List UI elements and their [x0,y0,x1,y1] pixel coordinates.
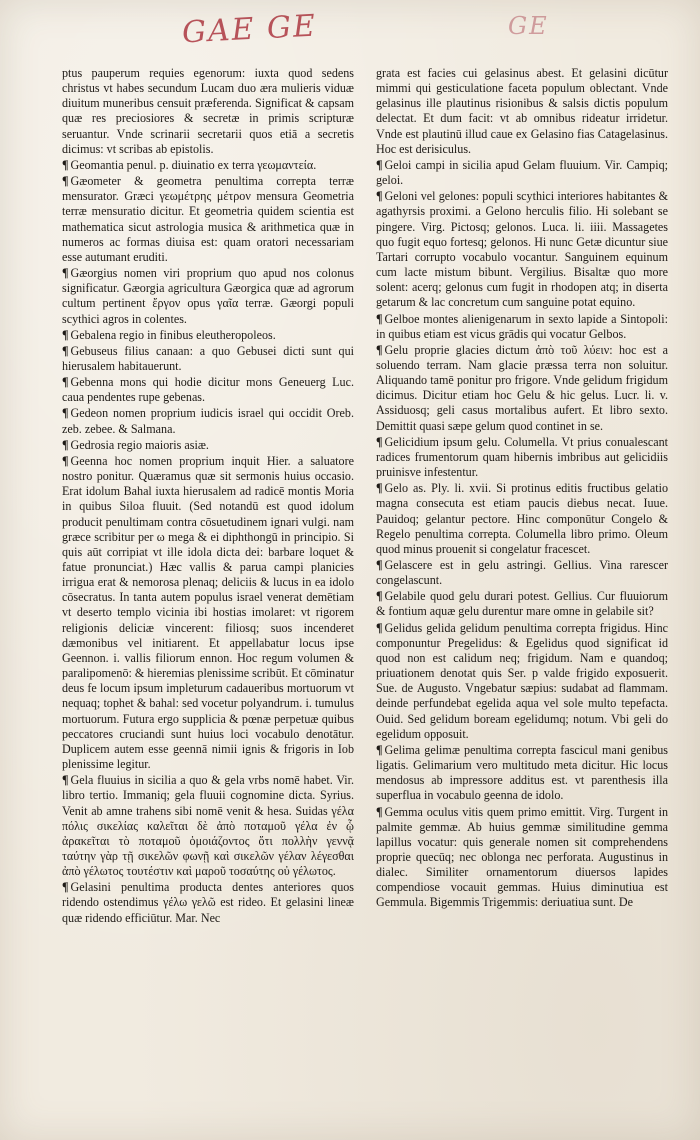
pilcrow-mark: ¶ [62,375,69,390]
text-column-right [376,66,668,1056]
pilcrow-mark: ¶ [62,174,69,189]
entry-paragraph [376,158,668,188]
pilcrow-mark: ¶ [376,434,383,449]
pilcrow-mark: ¶ [376,189,383,204]
entry-paragraph [376,621,668,742]
entry-text: Gebenna mons qui hodie dicitur mons Geneuerg Luc. caua pendentes rupe gebenas. [62,375,354,405]
text-column-left [62,66,354,1056]
entry-text: grata est facies cui gelasinus abest. Et gelasini dicūtur mimmi qui gesticulatione faceta populum oblectant. Vnde gelasinus ille plautinus risionibus & salsis dictis populum delectat. Et dum facit: vt ab omnibus rideatur irridetur. Vnde est plautinū illud caue ex Gelasino fias Catagelasinus. Hoc est derisiculus. [376,66,668,156]
pilcrow-mark: ¶ [376,311,383,326]
entry-paragraph [62,406,354,436]
pilcrow-mark: ¶ [376,589,383,604]
pilcrow-mark: ¶ [62,157,69,172]
entry-text: Gelasini penultima producta dentes anteriores quos ridendo ostendimus γέλω γελῶ est rideo. Et gelasini lineæ quæ ridendo efficiūtur. Mar. Nec [62,880,354,925]
entry-paragraph [62,880,354,925]
entry-text: Gelabile quod gelu durari potest. Gellius. Cur fluuiorum & fontium aquæ gelu durentur mare omne in gelabile sit? [376,589,668,619]
entry-text: Gelima gelimæ penultima correpta fascicul mani genibus ligatis. Gelimarium vero multitudo meta dicitur. Hic locus mendosus ab impressore additus est. vt parenthesis illa superflua in vocabulo geenna de idolo. [376,742,668,803]
entry-paragraph [376,743,668,804]
entry-text: Gebuseus filius canaan: a quo Gebusei dicti sunt qui hierusalem habitauerunt. [62,343,354,373]
entry-paragraph [62,158,354,173]
running-head [0,10,700,50]
entry-text: Gelascere est in gelu astringi. Gellius. Vina rarescer congelascunt. [376,558,668,588]
pilcrow-mark: ¶ [376,804,383,819]
entry-text: Gela fluuius in sicilia a quo & gela vrbs nomē habet. Vir. libro tertio. Immaniq; gela fluuii cognomine dicta. Syrius. Venit ab amne trahens sibi nomē venit & hesa. Suidas γέλα πόλις σικελίας καλεῖται δὲ ἀπὸ ποταμοῦ γέλα ἐν ᾧ ἀρακεῖται τὸ ποταμοῦ ὁμοιάζοντος ὅτι πολλὴν γεννᾷ ταύτην γὰρ τῇ σικελῶν φωνῇ καὶ σικελῶν γέλαν λέγεσθαι ἀπὸ γέλωτος τουτέστιν καὶ μαροῦ τοσαύτης οὐ γέλωτος. [62,773,354,879]
running-head-right: GE [508,12,549,40]
entry-paragraph [62,66,354,157]
entry-paragraph [376,805,668,911]
entry-paragraph [62,266,354,327]
entry-text: Geomantia penul. p. diuinatio ex terra γεωμαντεία. [70,157,317,172]
entry-paragraph [376,343,668,434]
entry-text: Geloi campi in sicilia apud Gelam fluuium. Vir. Campiq; geloi. [376,157,668,188]
entry-paragraph [376,189,668,310]
entry-paragraph [62,773,354,879]
pilcrow-mark: ¶ [376,342,383,357]
pilcrow-mark: ¶ [62,343,69,358]
entry-text: Geloni vel gelones: populi scythici interiores habitantes & agathyrsis proximi. a Gelono herculis filio. Hi solebant se pingere. Virg. Pictosq; gelonos. Luca. li. iiii. Massagetes quo fugit equo fortesq; gelonos. Hi nunc Getæ dicuntur siue Tartari corrupto vocabulo vocantur. Sanguinem equinum cum lacte mistum bibunt. Vergilius. Bisaltæ quo more solent: acerq; gelonus cum fugit in rhodopen atq; in diserta getarum & lac concretum cum sanguine potat equino. [376,189,668,310]
entry-paragraph [62,438,354,453]
pilcrow-mark: ¶ [62,406,69,421]
pilcrow-mark: ¶ [376,742,383,757]
entry-paragraph [376,312,668,342]
entry-paragraph [62,174,354,265]
pilcrow-mark: ¶ [62,327,69,342]
entry-paragraph [62,344,354,374]
entry-text: Geenna hoc nomen proprium inquit Hier. a saluatore nostro ponitur. Quæramus quæ sit sermonis huius occasio. Erat idolum Bahal iuxta hierusalem ad radicē montis Moria in quibus Siloa fluuit. (Sed notandū est quod idolum producit penultimam contra cōsuetudinem ignari vulgi. nam græce scribitur per ω mega & ei diphthongū in principio. Si quis aūt corripiat vt ille idola dicta dei: barbare loquet & fatue pronunciat.) Hæc vallis & parua campi planicies irrigua erat & nemorosa plenaq; deliciis & lucus in ea idolo cōsecratus. In tanta autem populus israel venerat demētiam vt deserto templo vicinia ibi hostias imolaret: vt rigorem religionis deliciæ vincerent: filiosq; suos incenderet dæmonibus vel initiarent. Et appellabatur locus ipse Geennon. i. vallis filiorum ennon. Hoc regum volumen & paralipomenō: & hieremias plenissime scribūt. Et cōminatur deus fe locum ipsum impleturum cadaueribus mortuorum vt nequaq; tophet & bahal: sed vocetur polyandrum. i. tumulus mortuorum. Futura ergo supplicia & pœnæ perpetuæ quibus peccatores cruciandi sunt huius loci vocabulo denotātur. Duplicem autem esse geennā nimii ignis & frigoris in Iob plenissime legitur. [62,453,354,772]
entry-text: Gedeon nomen proprium iudicis israel qui occidit Oreb. zeb. zebee. & Salmana. [62,406,354,436]
entry-text: Gelboe montes alienigenarum in sexto lapide a Sintopoli: in quibus etiam est vicus grādis qui vocatur Gelbos. [376,311,668,341]
entry-text: Gæometer & geometra penultima correpta terræ mensurator. Græci γεωμέτρης μέτρον mensura Geometria terræ mensuratio dicitur. Et geometria quidem scientia est mathematica sicut astrologia musica & arithmetica quæ in numeros ac formas diuisa est: quam oratori necessariam esse autumant eruditi. [62,174,354,264]
pilcrow-mark: ¶ [62,437,69,452]
entry-paragraph [376,589,668,619]
entry-text: Gelo as. Ply. li. xvii. Si protinus editis fructibus gelatio magna consecuta est etiam paucis diebus necat. Iuue. Pauidoq; gelantur pectore. Hinc componūtur Congelo & Regelo penultima correpta. Columella libro primo. Oleum quod minus prouenit si congelatur fracescet. [376,481,668,556]
entry-paragraph [376,481,668,557]
entry-paragraph [376,558,668,588]
pilcrow-mark: ¶ [376,157,383,172]
pilcrow-mark: ¶ [376,620,383,635]
entry-text: Gelicidium ipsum gelu. Columella. Vt prius conualescant radices frumentorum quam hibernis imbribus aut gelicidiis pruinisve infestentur. [376,434,668,480]
pilcrow-mark: ¶ [376,558,383,572]
running-head-left: GAE GE [181,8,318,51]
entry-paragraph [62,328,354,343]
entry-paragraph [62,454,354,772]
entry-text: Gemma oculus vitis quem primo emittit. Virg. Turgent in palmite gemmæ. Ab huius gemmæ similitudine gemma lapillus vocatur: quis generale nomen sit comprehendens proprie quecūq; nec oblonga nec perforata. Augustinus in dialec. Similiter ornamentorum diuersos lapides compendiose vocauit gemmas. Huius diminutiua est Gemmula. Bigemmis Trigemmis: deriuatiua sunt. De [376,804,668,910]
pilcrow-mark: ¶ [62,880,69,895]
entry-text: Gebalena regio in finibus eleutheropoleos. [70,327,276,342]
entry-text: Gelu proprie glacies dictum ἀπὸ τοῦ λύειν: hoc est a soluendo terram. Nam glacie præssa terra non soluitur. Aliquando tamē ponitur pro frigore. Vnde gelidum frigidum dicimus. Dicitur etiam hoc Gelu & hic gelus. Lucr. li. v. Assiduosq; geli casus mortalibus aufert. Et libro sexto. Demittit quasi sæpe gelum quod continet in se. [376,342,668,433]
entry-text: ptus pauperum requies egenorum: iuxta quod sedens christus vt habes secundum Lucam duo æra mulieris viduæ diuitum muneribus censuit præferenda. Significat & capsam quæ res preciosiores & secretæ in primis scripturæ seruantur. Vnde scrinarii secretarii quos etiā a secretis dicimus: vt scribas ab epistolis. [62,66,354,156]
entry-text: Gelidus gelida gelidum penultima correpta frigidus. Hinc componuntur Pregelidus: & Egelidus quod significat id quod non est calidum neq; frigidum. Nam e quandoq; priuationem denotat quis Ser. p valde frigido exposuerit. Sue. de Augusto. Vngebatur sæpius: sudabat ad flammam. deinde perfundebat egelida aqua vel sole multo tepefacta. Ouid. Sed gelidum boream egelidumq; notum. Vbi geli do egelidum opposuit. [376,620,668,741]
entry-text: Gedrosia regio maioris asiæ. [70,437,209,452]
pilcrow-mark: ¶ [62,453,69,468]
entry-paragraph [62,375,354,405]
entry-paragraph [376,66,668,157]
pilcrow-mark: ¶ [62,773,69,788]
entry-text: Gæorgius nomen viri proprium quo apud nos colonus significatur. Gæorgia agricultura Gæorgica quæ ad agrorum cultum pertinent ἔργον opus γαῖα terræ. Gæorgi populi scythici agros in colentes. [62,266,354,326]
pilcrow-mark: ¶ [62,266,69,281]
entry-paragraph [376,435,668,480]
pilcrow-mark: ¶ [376,481,383,496]
